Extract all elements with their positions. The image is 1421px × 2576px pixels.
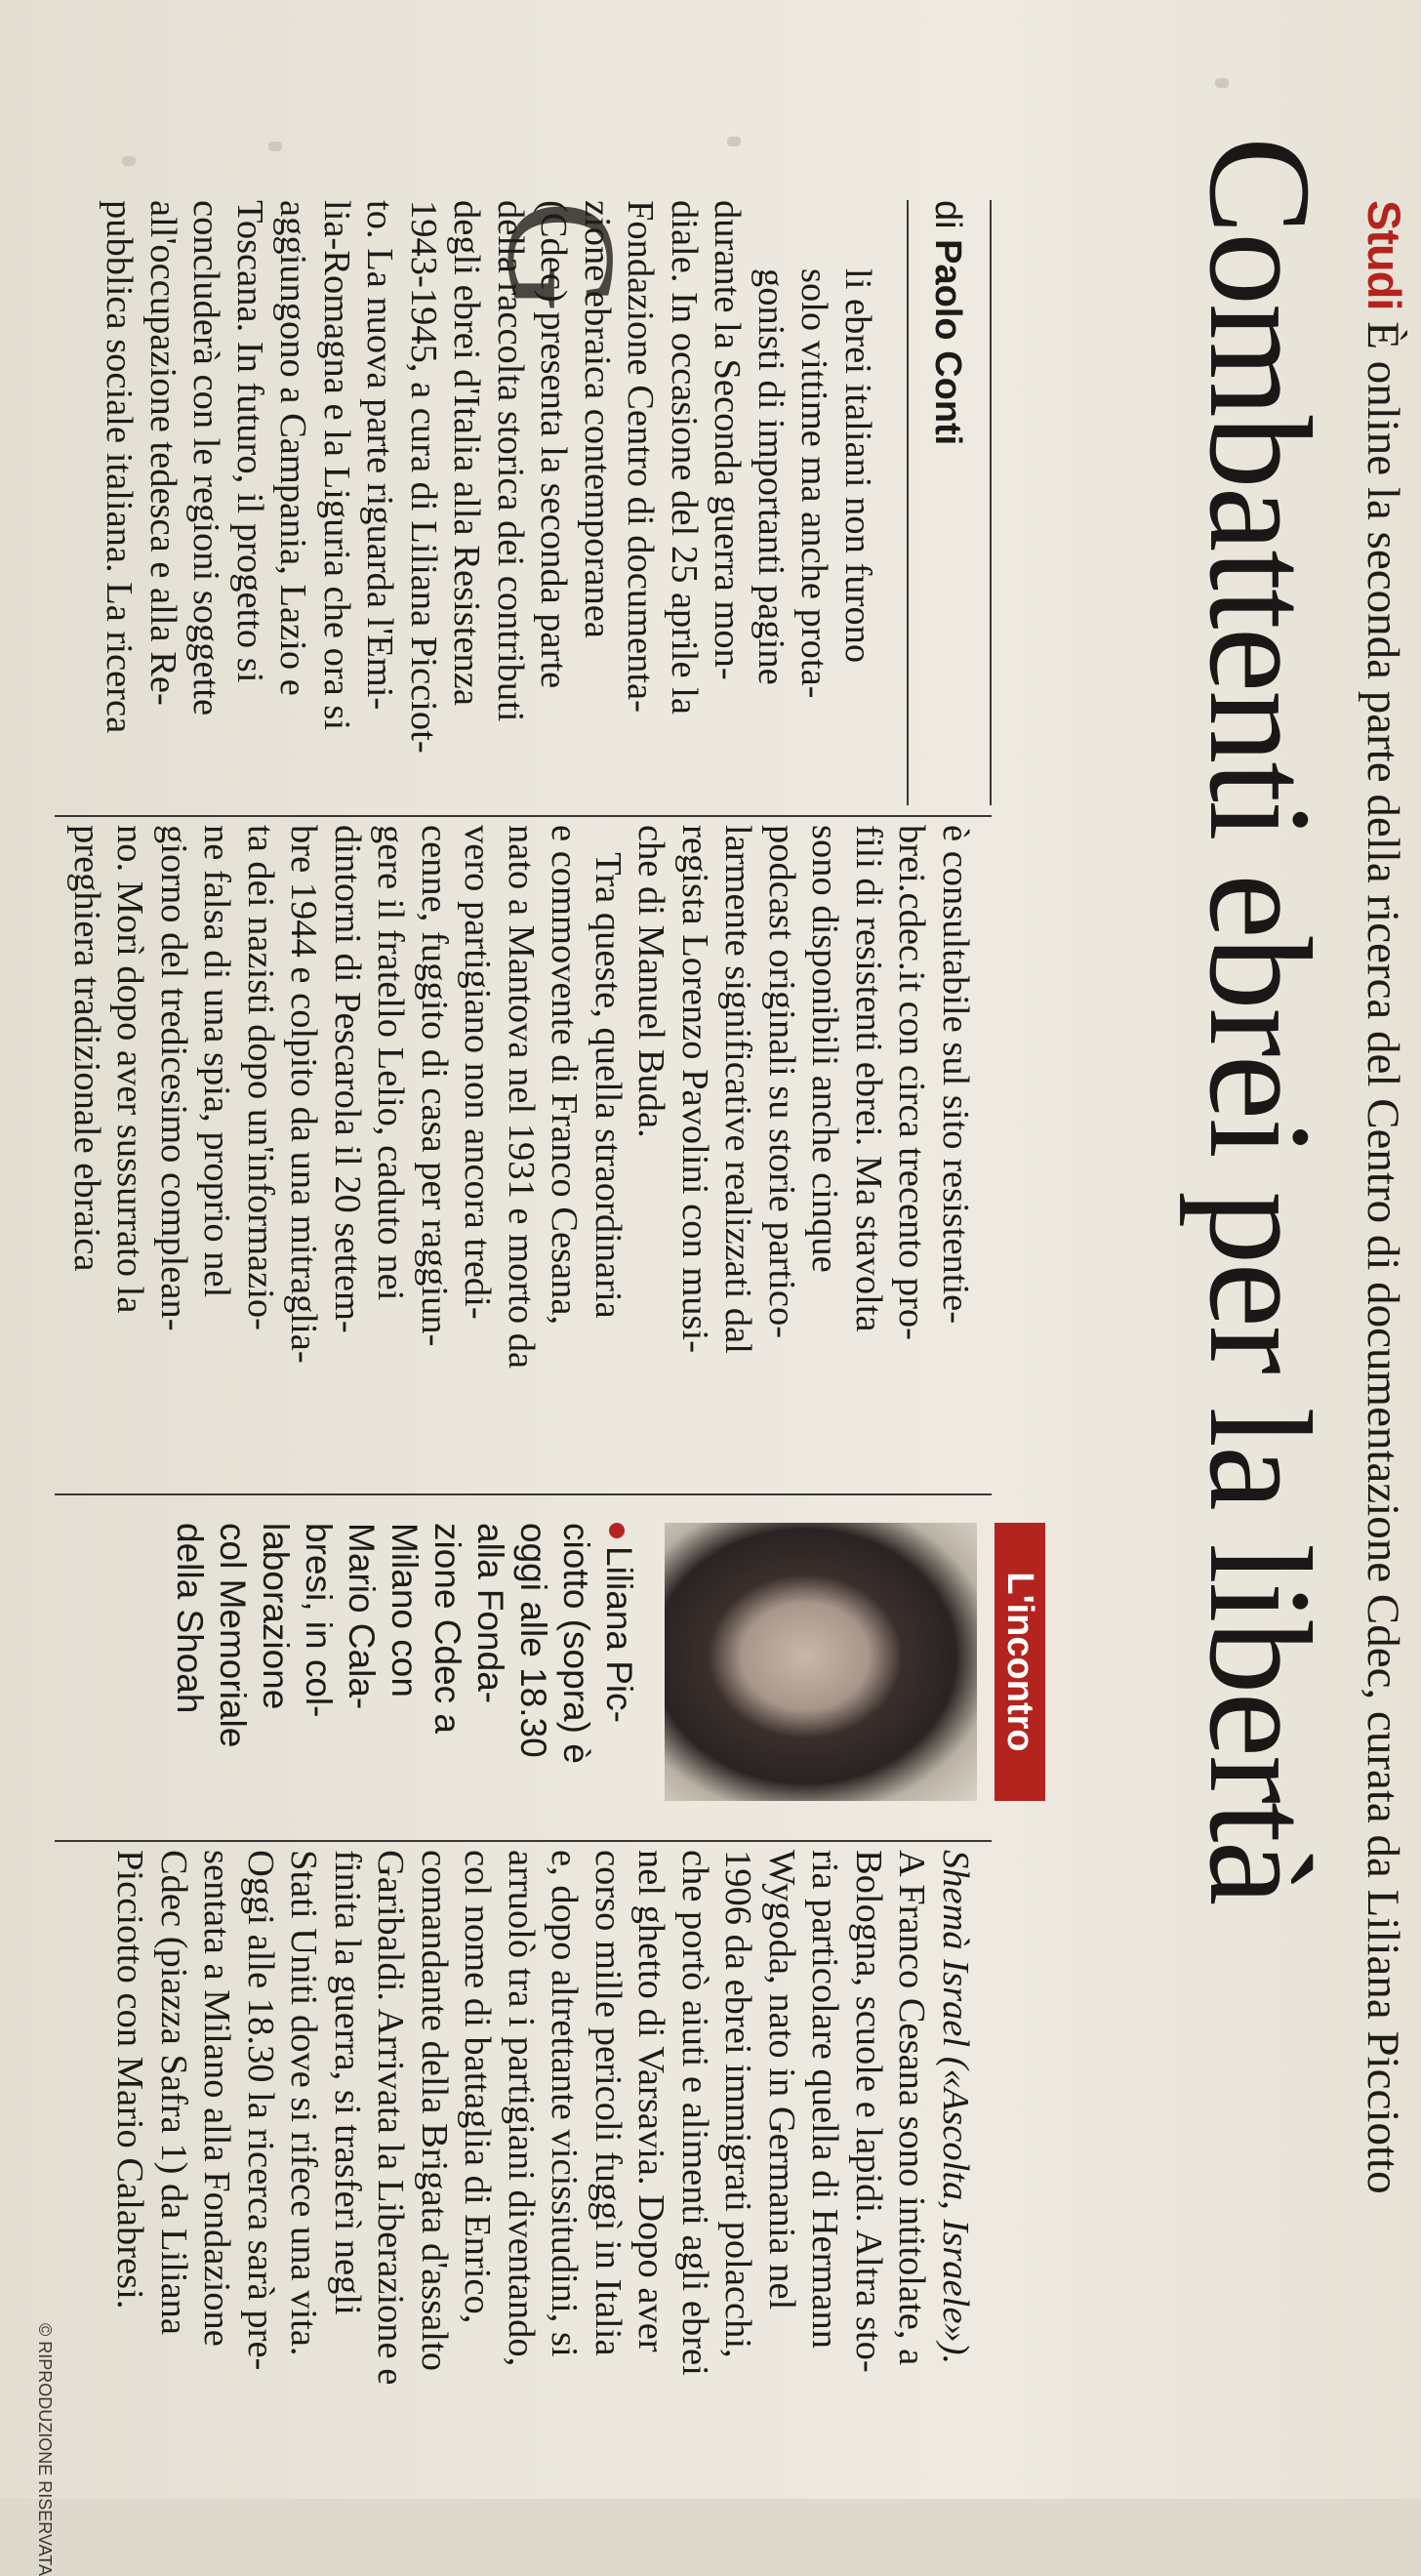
text-line: zione ebraica contemporanea	[577, 200, 618, 638]
text-line: della Shoah	[170, 1523, 210, 1714]
text-line: e commovente di Franco Cesana,	[544, 825, 586, 1326]
divider	[907, 200, 909, 805]
divider	[990, 200, 992, 805]
text-line: 1906 da ebrei immigrati polacchi,	[717, 1850, 759, 2358]
text-line: col nome di battaglia di Enrico,	[457, 1850, 499, 2324]
byline	[918, 200, 977, 805]
text-line: e, dopo altrettante vicissitudini, si	[544, 1850, 586, 2357]
text-line: larmente significative realizzati dal	[717, 825, 759, 1354]
article-column-2	[65, 825, 978, 1489]
text-line: ciotto (sopra) è	[556, 1523, 596, 1764]
text-line: pubblica sociale italiana. La ricerca	[99, 200, 141, 734]
text-line: oggi alle 18.30	[513, 1523, 553, 1758]
portrait-photo	[665, 1523, 977, 1801]
copyright-notice: © RIPRODUZIONE RISERVATA	[35, 2323, 55, 2576]
text-line: Stati Uniti dove si rifece una vita.	[283, 1850, 325, 2356]
text-line: diale. In occasione del 25 aprile la	[664, 200, 705, 716]
text-line: cenne, fuggito di casa per raggiun-	[414, 825, 455, 1347]
text-line: vero partigiano non ancora tredi-	[457, 825, 499, 1320]
text-line: finita la guerra, si trasferì negli	[327, 1850, 368, 2315]
text-line: Fondazione Centro di documenta-	[620, 200, 662, 713]
text-line: fili di resistenti ebrei. Ma stavolta	[848, 825, 889, 1332]
text-line: Mario Cala-	[342, 1523, 382, 1710]
text-line: A Franco Cesana sono intitolate, a	[891, 1850, 933, 2366]
text-line: ne falsa di una spia, proprio nel	[196, 825, 238, 1298]
text-line: Cdec (piazza Safra 1) da Liliana	[153, 1850, 194, 2336]
text-line: sono disponibili anche cinque	[804, 825, 846, 1273]
text-line: bre 1944 e colpito da una mitraglia-	[283, 825, 325, 1364]
column-divider	[55, 1493, 992, 1495]
text-line: col Memoriale	[213, 1523, 253, 1748]
box-label: L'incontro	[995, 1523, 1045, 1801]
article-column-3	[108, 1850, 977, 2499]
text-line: nel ghetto di Varsavia. Dopo aver	[630, 1850, 672, 2352]
text-line: Garibaldi. Arrivata la Liberazione e	[370, 1850, 412, 2386]
text-line: giorno del tredicesimo complean-	[153, 825, 194, 1331]
text-line: degli ebrei d'Italia alla Resistenza	[446, 200, 488, 706]
text-line: nato a Mantova nel 1931 e morto da	[501, 825, 542, 1370]
text-line: ria particolare quella di Hermann	[804, 1850, 846, 2349]
kicker-text: È online la seconda parte della ricerca del Centro di documentazione Cdec, curata da Liliana Picciotto	[1358, 309, 1408, 2194]
text-line: Wygoda, nato in Germania nel	[761, 1850, 802, 2310]
text-line: all'occupazione tedesca e alla Re-	[142, 200, 183, 706]
column-divider	[55, 815, 992, 817]
box-line: Liliana Pic-	[599, 1546, 639, 1723]
text-line: comandante della Brigata d'assalto	[414, 1850, 455, 2371]
text-line: solo vittime ma anche prota-	[793, 268, 835, 699]
text-line: bresi, in col-	[299, 1523, 339, 1718]
drop-cap: G	[475, 200, 649, 313]
text-line: aggiungono a Campania, Lazio e	[272, 200, 314, 696]
text-line: podcast originali su storie partico-	[761, 825, 802, 1339]
text-line: Toscana. In futuro, il progetto si	[229, 200, 270, 683]
text-line	[597, 1523, 640, 1835]
text-line: gere il fratello Lelio, caduto nei	[370, 825, 412, 1301]
text-line: 1943-1945, a cura di Liliana Picciot-	[403, 200, 444, 754]
text-line: to. La nuova parte riguarda l'Emi-	[359, 200, 401, 711]
text-line: Milano con	[385, 1523, 425, 1697]
text-line: preghiera tradizionale ebraica	[66, 825, 107, 1272]
text-line: Bologna, scuole e lapidi. Altra sto-	[848, 1850, 889, 2373]
author-name: Paolo Conti	[927, 239, 968, 446]
article-column-1	[98, 200, 879, 810]
text-line: è consultabile sul sito resistentie-	[935, 825, 976, 1325]
text-line: che di Manuel Buda.	[630, 825, 672, 1138]
text-line: gonisti di importanti pagine	[751, 268, 792, 685]
text-line: corso mille pericoli fuggì in Italia	[588, 1850, 629, 2356]
text-line: dintorni di Pescarola il 20 settem-	[327, 825, 368, 1333]
bullet-icon	[609, 1523, 625, 1538]
text-line: che portò aiuti e alimenti agli ebrei	[674, 1850, 715, 2376]
text-line: Picciotto con Mario Calabresi.	[109, 1850, 151, 2310]
text-line: laborazione	[256, 1523, 296, 1710]
text-line: concluderà con le regioni soggette	[185, 200, 227, 716]
text-line: li ebrei italiani non furono	[837, 268, 878, 664]
text-line: alla Fonda-	[470, 1523, 510, 1704]
text-line: ta dei nazisti dopo un'informazio-	[240, 825, 281, 1330]
text-line: Shemà Israel («Ascolta, Israele»).	[935, 1850, 976, 2365]
text-line: Oggi alle 18.30 la ricerca sarà pre-	[240, 1850, 281, 2371]
kicker	[1355, 200, 1413, 2484]
section-tag: Studi	[1359, 200, 1410, 310]
text-line: regista Lorenzo Pavolini con musi-	[674, 825, 715, 1354]
text-line: (Cdec) presenta la seconda parte	[533, 200, 575, 689]
text-line: sentata a Milano alla Fondazione	[196, 1850, 238, 2347]
text-line: no. Morì dopo aver sussurrato la	[109, 825, 151, 1314]
text-line: Tra queste, quella straordinaria	[588, 825, 629, 1319]
text-line: brei.cdec.it con circa trecento pro-	[891, 825, 933, 1341]
byline-prefix: di	[927, 200, 968, 240]
text-line: zione Cdec a	[427, 1523, 467, 1734]
text-line: durante la Seconda guerra mon-	[707, 200, 749, 680]
text-line: della raccolta storica dei contributi	[490, 200, 531, 722]
event-box	[55, 1523, 640, 1835]
headline: Combattenti ebrei per la libertà	[1179, 137, 1341, 1904]
column-divider	[55, 1840, 992, 1842]
text-line: lia-Romagna e la Liguria che ora si	[316, 200, 357, 731]
text-line: arruolò tra i partigiani diventando,	[501, 1850, 542, 2367]
